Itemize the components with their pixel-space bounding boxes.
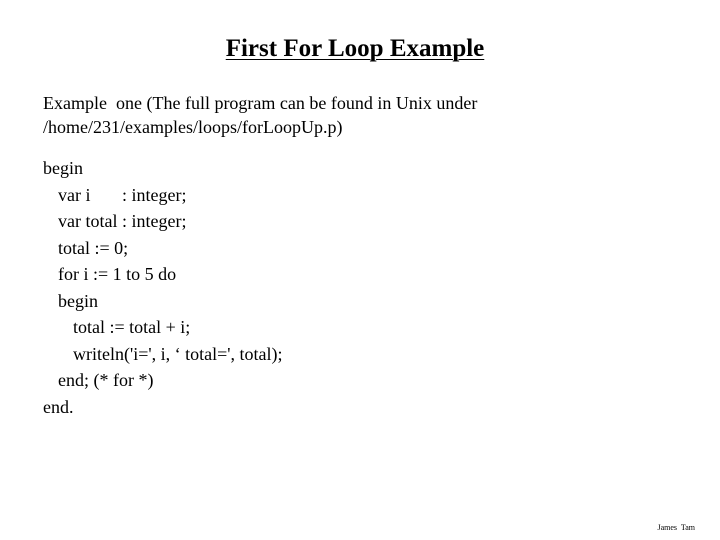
- code-line: end.: [43, 396, 74, 417]
- code-line: var total : integer;: [58, 211, 187, 231]
- code-line: total := 0;: [58, 237, 129, 258]
- code-line: total := total + i;: [73, 317, 191, 337]
- code-block: [43, 155, 683, 420]
- code-line: begin: [58, 290, 98, 311]
- code-line: for i := 1 to 5 do: [58, 264, 177, 284]
- intro-paragraph: [43, 91, 683, 139]
- intro-line-path: /home/231/examples/loops/forLoopUp.p): [43, 117, 343, 137]
- code-line: begin: [43, 158, 83, 178]
- intro-line: Example one (The full program can be found in Unix under: [43, 93, 478, 113]
- footer-author: James Tam: [657, 523, 695, 532]
- code-line: var i : integer;: [58, 184, 187, 205]
- slide-title: First For Loop Example: [225, 35, 485, 62]
- code-line: end; (* for *): [58, 370, 154, 390]
- code-line: writeln('i=', i, ‘ total=', total);: [73, 343, 283, 364]
